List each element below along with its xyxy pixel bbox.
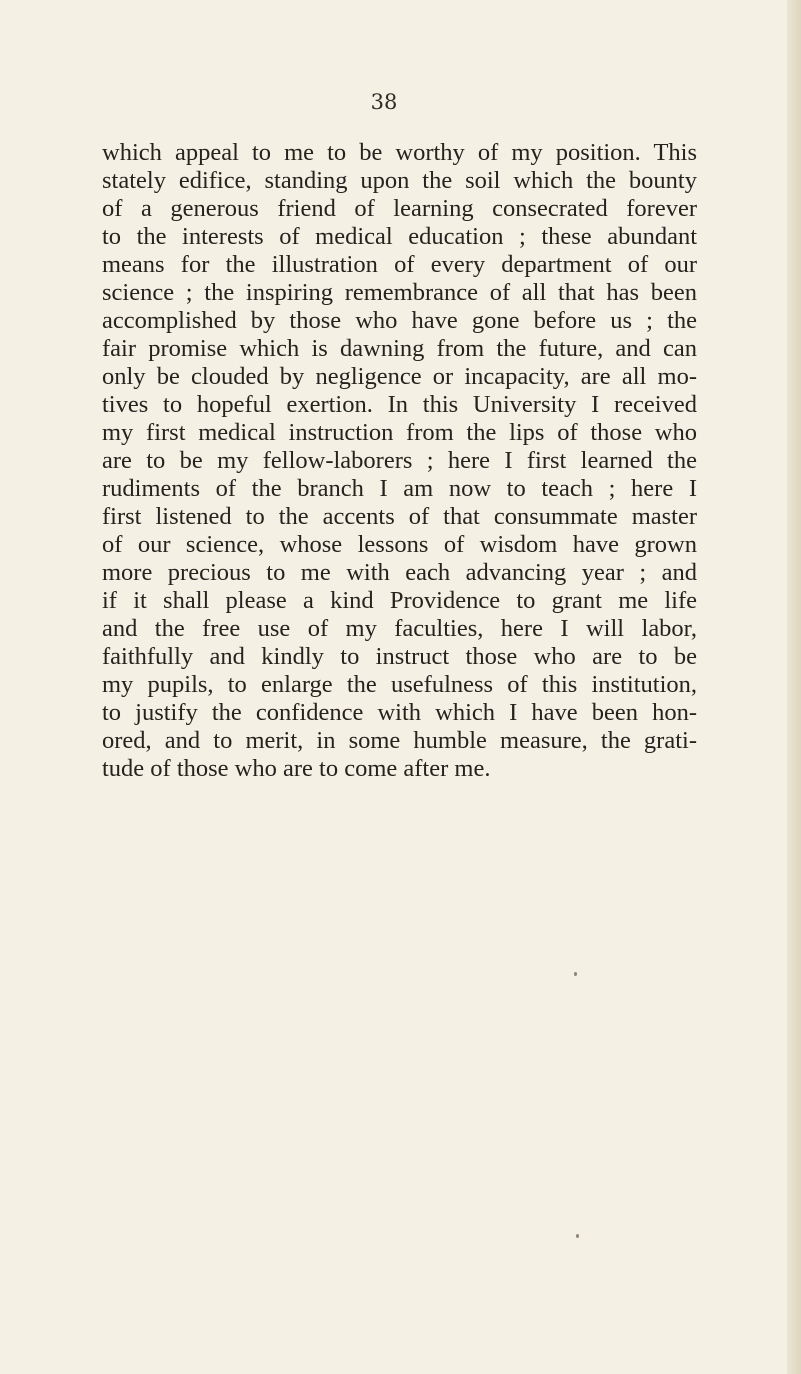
text-line: of a generous friend of learning consecrated forever xyxy=(102,195,697,222)
text-line: means for the illustration of every department of our xyxy=(102,251,697,278)
text-line: accomplished by those who have gone before us ; the xyxy=(102,307,697,334)
text-line: ored, and to merit, in some humble measure, the grati- xyxy=(102,727,697,754)
page-number: 38 xyxy=(370,90,398,114)
paper-speck xyxy=(574,972,577,976)
text-line: fair promise which is dawning from the future, and can xyxy=(102,335,697,362)
text-line: if it shall please a kind Providence to grant me life xyxy=(102,587,697,614)
text-line: faithfully and kindly to instruct those who are to be xyxy=(102,643,697,670)
paper-speck xyxy=(576,1234,579,1238)
body-text xyxy=(102,139,697,783)
text-line: first listened to the accents of that consummate master xyxy=(102,503,697,530)
text-line: which appeal to me to be worthy of my position. This xyxy=(102,139,697,166)
text-line: my first medical instruction from the lips of those who xyxy=(102,419,697,446)
text-line: only be clouded by negligence or incapacity, are all mo- xyxy=(102,363,697,390)
text-line: tude of those who are to come after me. xyxy=(102,755,491,782)
text-line: to the interests of medical education ; these abundant xyxy=(102,223,697,250)
text-line: science ; the inspiring remembrance of all that has been xyxy=(102,279,697,306)
text-line: rudiments of the branch I am now to teach ; here I xyxy=(102,475,697,502)
text-line: stately edifice, standing upon the soil which the bounty xyxy=(102,167,697,194)
page-edge-shadow xyxy=(787,0,801,1374)
text-line: my pupils, to enlarge the usefulness of this institution, xyxy=(102,671,697,698)
text-line: and the free use of my faculties, here I will labor, xyxy=(102,615,697,642)
text-line: to justify the confidence with which I have been hon- xyxy=(102,699,697,726)
text-line: are to be my fellow-laborers ; here I first learned the xyxy=(102,447,697,474)
text-line: more precious to me with each advancing year ; and xyxy=(102,559,697,586)
text-line: tives to hopeful exertion. In this University I received xyxy=(102,391,697,418)
text-line: of our science, whose lessons of wisdom have grown xyxy=(102,531,697,558)
